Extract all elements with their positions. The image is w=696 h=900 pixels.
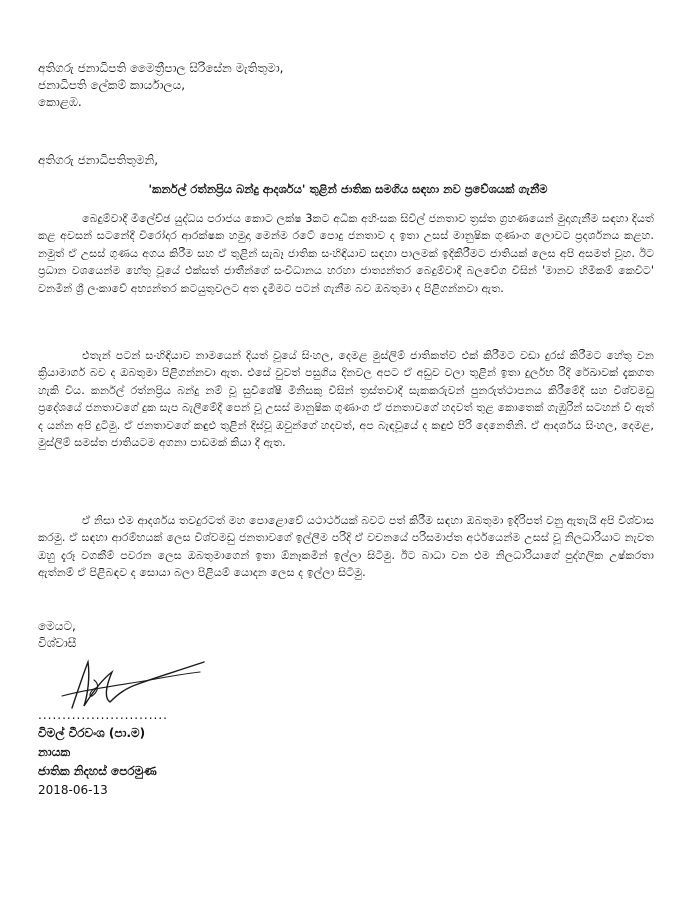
signer-organization: ජාතික නිදහස් පෙරමුණ <box>38 764 157 778</box>
handwritten-signature <box>54 650 214 715</box>
address-line-3: කොළඹ. <box>38 95 82 109</box>
closing-line-2: විශ්වාසී <box>38 636 77 650</box>
recipient-address <box>38 60 283 111</box>
salutation: අතිගරු ජනාධිපතිතුමනි, <box>38 153 159 167</box>
letter-date: 2018-06-13 <box>38 783 108 797</box>
signer-title: නායක <box>38 745 71 759</box>
address-line-1: අතිගරු ජනාධිපති මෛත්‍රීපාල සිරිසේන මැතිතුමා, <box>38 61 284 75</box>
body-paragraph-3: ඒ නිසා එම ආදර්ශය තවදුරටත් මහ පොළොවේ යථාර්ථයක් බවට පත් කිරීම සඳහා ඔබතුමා ඉදිරිපත් වනු ඇතැයි අපි විශ්වාස කරමු. ඒ සඳහා ආරම්භයක් ලෙස විශ්වමඩු ජනතාවගේ ඉල්ලීම පරිදි ඒ වචනයේ පරිසමාප්ත අර්ථයෙන්ම උසස් වූ නිලධාරියාට නැවත ඔහු දැරූ වගකීම් පවරන ලෙස ඔබතුමාගෙන් ඉතා ඕනෑකමින් ඉල්ලා සිටිමු. ඊට බාධා වන එම නිලධාරියාගේ පුද්ගලික උෂ්කරතා ඇත්නම් ඒ පිළිබඳව ද සොයා බලා පිළියම් යොදන ලෙස ද ඉල්ලා සිටිමු. <box>38 514 654 580</box>
letter-subject: 'කර්නල් රත්නප්‍රිය බන්දු ආදර්ශය' තුළින් ජාතික සමගිය සඳහා නව ප්‍රවේශයක් ගැනීම <box>148 182 548 196</box>
signature-line: ........................... <box>38 708 168 722</box>
closing <box>38 618 76 652</box>
closing-line-1: මෙයට, <box>38 619 76 633</box>
body-paragraph-2: එතැන් පටන් සංහිඳියාව නාමයෙන් දියත් වූයේ සිංහල, දෙමළ මුස්ලිම් ජාතිකත්ව එක් කිරීමට වඩා දුරස් කිරීමට හේතු වන ක්‍රියාමාර්ග බව ද ඔබතුමා පිළිගන්නවා ඇත. එසේ වුවත් පසුගිය දිනවල අපට ඒ අඩුව වලා තුළින් ඉතා දුර්ලභ රිදී රේඛාවක් දැකගත හැකි විය. කර්නල් රත්නප්‍රිය බන්දු නම් වූ සුවිශේෂී මිනිසකු විසින් ත්‍රස්තවාදී සැකකරුවන් පුනරුත්ථාපනය කිරීමේදී සහ විශ්වමඩු ප්‍රදේශයේ ජනතාවගේ දුක සැප බැලීමේදී පෙන් වූ උසස් මානුෂික ගුණාංග ඒ ජනතාවගේ හදවත් තුළ කොතෙක් ගැඹුරින් සටහන් වී ඇත් ද යන්න අපි දුටිමු. ඒ ජනතාවගේ කඳුළු තුළින් දිස්වූ ඔවුන්ගේ හදවත්, අප බැඳවූයේ ද කඳුළු පිරි දෙනෙතිනි. ඒ ආදර්ශය සිංහල, දෙමළ, මුස්ලිම් සමස්ත ජාතියටම අගනා පාඩමක් කියා දී ඇත. <box>38 349 654 450</box>
address-line-2: ජනාධිපති ලේකම් කාර්යාලය, <box>38 78 186 92</box>
signer-block <box>38 724 157 800</box>
signer-name: විමල් වීරවංශ (පා.ම) <box>38 726 146 740</box>
body-paragraph-1: බෙදුම්වාදී මිලේච්ඡ යුද්ධය පරාජය කොට ලක්ෂ 3කට අධික අහිංසක සිවිල් ජනතාව ත්‍රස්ත ග්‍රහණයෙන් මුදාගැනීම සඳහා දියත් කළ අවසන් සටනේදී විරෝදාර ආරක්ෂක හමුදා මෙන්ම රටේ පොදු ජනතාව ද ඉතා උසස් මානුෂික ගුණාංග ලොවට ප්‍රදර්ශනය කළහ. නමුත් ඒ උසස් ගුණය අගය කිරීම සහ ඒ තුළින් සැබෑ ජාතික සංහිඳියාව සඳහා පාලමක් ඉදිකිරීමට ජාතියක් ලෙස අපි අසමත් වූහ. ඊට ප්‍රධාන වශයෙන්ම හේතු වූයේ එක්සත් ජාතීන්ගේ සංවිධානය හරහා ජාත්‍යන්තර බෙදුම්වාදී බලවේග විසින් 'මානව හිමිකම් කෙවිට' වනමින් ශ්‍රී ලංකාවේ අභ්‍යන්තර කටයුතුවලට අත දැමීමට පටන් ගැනීම බව ඔබතුමා ද පිළිගන්නවා ඇත. <box>38 212 654 295</box>
